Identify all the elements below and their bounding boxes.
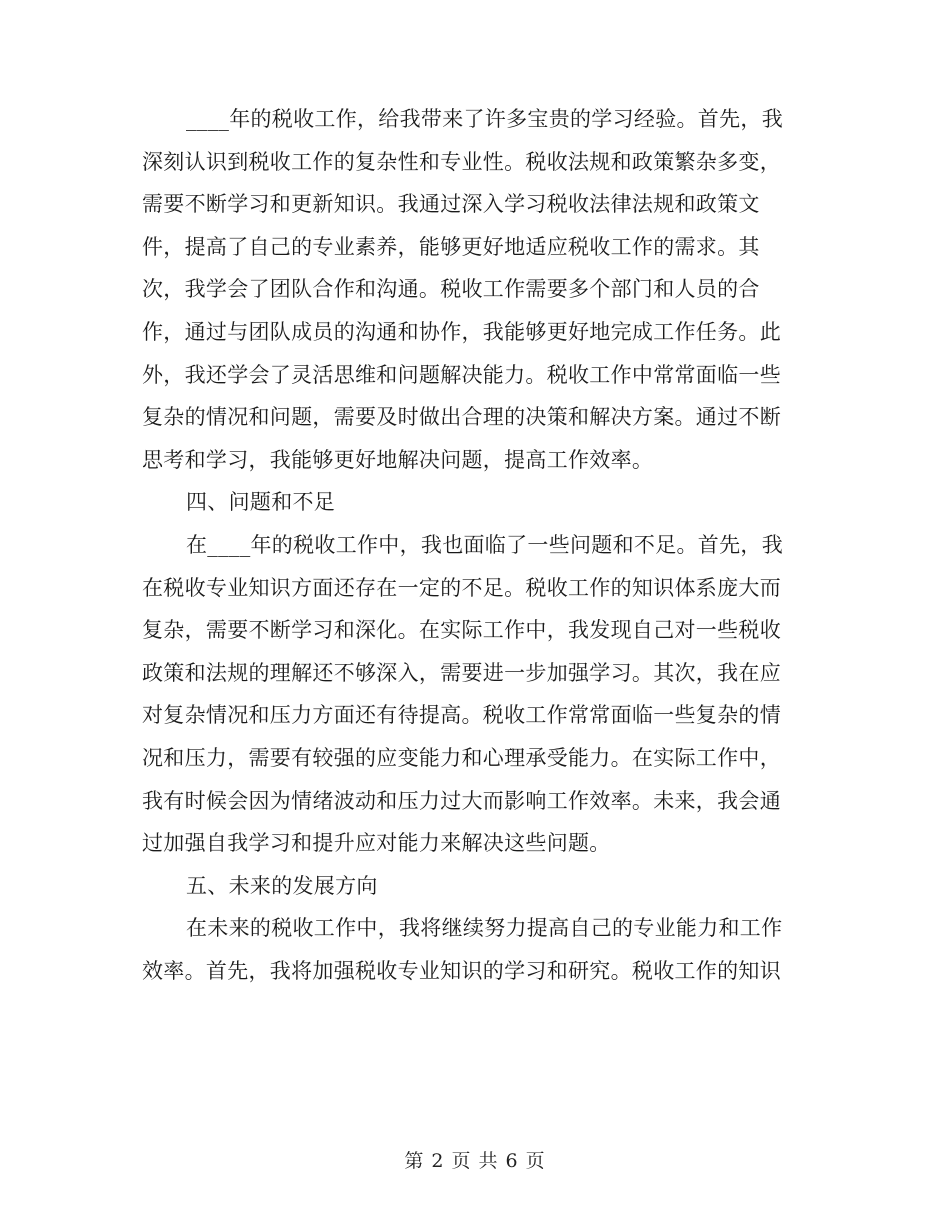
- text-line: 深刻认识到税收工作的复杂性和专业性。税收法规和政策繁杂多变，: [142, 149, 781, 174]
- text-line: 效率。首先，我将加强税收专业知识的学习和研究。税收工作的知识: [142, 958, 781, 983]
- text-line: 况和压力，需要有较强的应变能力和心理承受能力。在实际工作中，: [142, 745, 781, 770]
- text-line: 在未来的税收工作中，我将继续努力提高自己的专业能力和工作: [186, 916, 783, 941]
- text-line: ____年的税收工作，给我带来了许多宝贵的学习经验。首先，我: [186, 107, 783, 131]
- text-line: 我有时候会因为情绪波动和压力过大而影响工作效率。未来，我会通: [142, 788, 781, 813]
- text-line: 在____年的税收工作中，我也面临了一些问题和不足。首先，我: [186, 532, 783, 557]
- document-body: [142, 98, 802, 992]
- text-line: 外，我还学会了灵活思维和问题解决能力。税收工作中常常面临一些: [142, 362, 781, 387]
- text-line: 需要不断学习和更新知识。我通过深入学习税收法律法规和政策文: [142, 192, 760, 217]
- text-line: 件，提高了自己的专业素养，能够更好地适应税收工作的需求。其: [142, 234, 760, 259]
- page-footer: 第 2 页 共 6 页: [404, 1150, 546, 1172]
- text-line: 次，我学会了团队合作和沟通。税收工作需要多个部门和人员的合: [142, 277, 760, 302]
- text-line: 对复杂情况和压力方面还有待提高。税收工作常常面临一些复杂的情: [142, 703, 781, 728]
- text-line: 四、问题和不足: [186, 490, 336, 515]
- text-line: 过加强自我学习和提升应对能力来解决这些问题。: [142, 831, 611, 856]
- text-line: 复杂，需要不断学习和深化。在实际工作中，我发现自己对一些税收: [142, 618, 781, 643]
- text-line: 政策和法规的理解还不够深入，需要进一步加强学习。其次，我在应: [142, 660, 781, 685]
- text-line: 复杂的情况和问题，需要及时做出合理的决策和解决方案。通过不断: [142, 405, 781, 430]
- text-line: 作，通过与团队成员的沟通和协作，我能够更好地完成工作任务。此: [142, 319, 781, 344]
- text-line: 思考和学习，我能够更好地解决问题，提高工作效率。: [142, 447, 654, 472]
- text-line: 五、未来的发展方向: [186, 873, 378, 898]
- text-line: 在税收专业知识方面还存在一定的不足。税收工作的知识体系庞大而: [142, 575, 781, 600]
